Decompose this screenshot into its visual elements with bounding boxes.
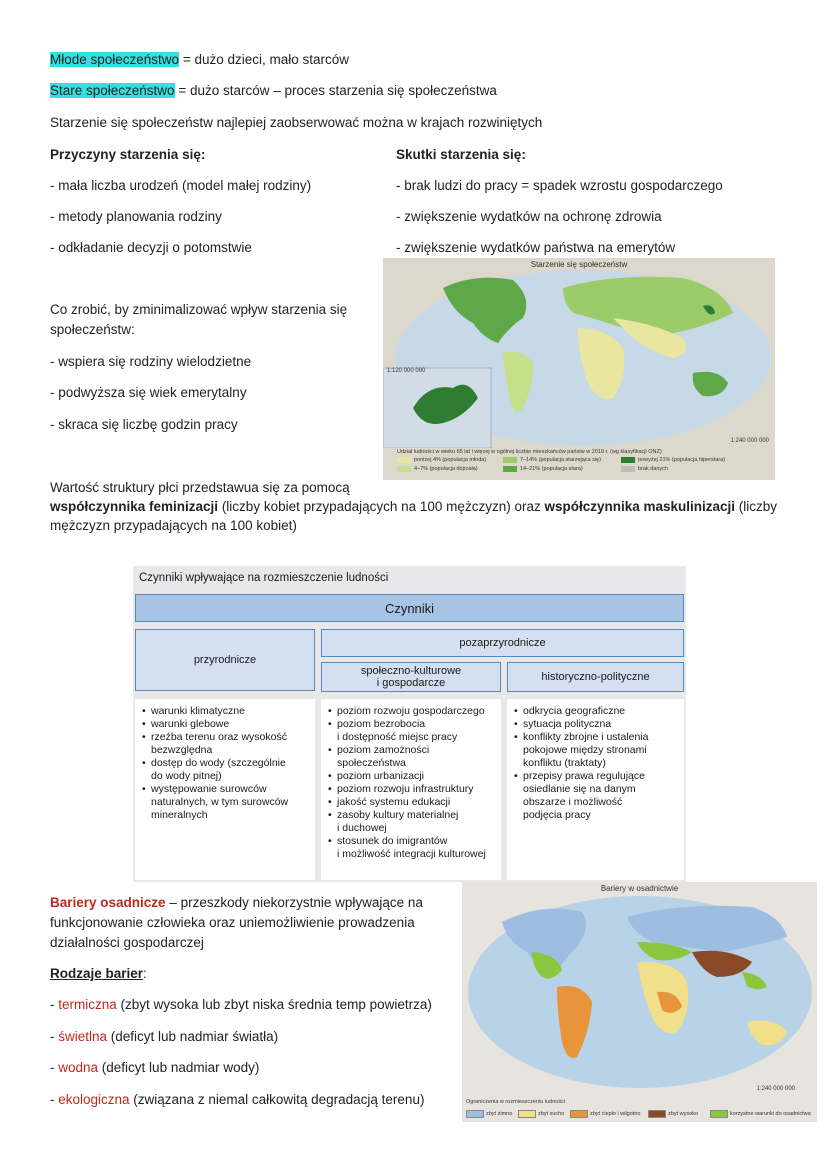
legend-swatch [710,1110,728,1118]
barrier-type: - świetlna (deficyt lub nadmiar światła) [50,1029,279,1044]
old-society-def: = dużo starców – proces starzenia się społeczeństwa [174,83,497,98]
sex-structure-cont: mężczyzn przypadających na 100 kobiet) [50,518,297,533]
list-item: • zasoby kultury materialnej i duchowej [337,809,495,835]
barrier-type: - wodna (deficyt lub nadmiar wody) [50,1060,260,1075]
factors-box: Czynniki [135,594,684,622]
effect-item: - zwiększenie wydatków państwa na emerytów [396,240,676,255]
feminization-def: (liczby kobiet przypadających na 100 mężczyzn) oraz [218,499,545,514]
young-society-line [50,52,349,67]
masculinization-term: współczynnika maskulinizacji [544,499,736,514]
world-map-graphic [383,258,775,448]
barriers-term: Bariery osadnicze [50,895,166,910]
legend-item: 4–7% (populacja dojrzała) [397,466,478,472]
map-scale: 1:240 000 000 [756,1086,795,1092]
historical-political-list [507,699,684,880]
map-legend [462,1096,817,1122]
world-map-graphic [462,882,817,1096]
legend-swatch [518,1110,536,1118]
minimize-item: - wspiera się rodziny wielodzietne [50,354,252,369]
legend-item: 14–21% (populacja stara) [503,466,583,472]
socio-economic-list [321,699,501,880]
old-society-term: Stare społeczeństwo [50,83,175,98]
barrier-type: - ekologiczna (związana z niemal całkowitą degradacją terenu) [50,1092,425,1107]
legend-item: zbyt wysoko [648,1110,698,1118]
barriers-definition-cont: działalności gospodarczej [50,935,204,950]
legend-swatch [648,1110,666,1118]
legend-swatch [503,466,517,472]
minimize-question: Co zrobić, by zminimalizować wpływ starzenia się [50,302,348,317]
list-item: • przepisy prawa regulujące osiedlanie się na danym obszarze i możliwość podjęcia pracy [523,770,678,822]
minimize-item: - skraca się liczbę godzin pracy [50,417,238,432]
barriers-definition-cont: funkcjonowanie człowieka oraz uniemożliwienie prowadzenia [50,915,415,930]
cause-item: - metody planowania rodziny [50,209,222,224]
diagram-title: Czynniki wpływające na rozmieszczenie ludności [139,572,389,584]
map-title: Bariery w osadnictwie [600,884,679,893]
cause-item: - odkładanie decyzji o potomstwie [50,240,252,255]
list-item: • konflikty zbrojne i ustalenia pokojowe między stronami konfliktu (traktaty) [523,731,678,770]
barrier-type: - termiczna (zbyt wysoka lub zbyt niska średnia temp powietrza) [50,997,432,1012]
list-item: • poziom bezrobocia i dostępność miejsc pracy [337,718,495,744]
young-society-def: = dużo dzieci, mało starców [179,52,350,67]
historical-political-box: historyczno-polityczne [507,662,684,692]
list-item: • poziom zamożności społeczeństwa [337,744,495,770]
effects-heading: Skutki starzenia się: [396,147,526,162]
list-item: • dostęp do wody (szczególnie do wody pitnej) [151,757,309,783]
observe-line: Starzenie się społeczeństw najlepiej zaobserwować można w krajach rozwiniętych [50,115,543,130]
legend-swatch [397,457,411,463]
natural-factors-box: przyrodnicze [135,629,315,691]
list-item: • poziom rozwoju gospodarczego [337,705,495,718]
list-item: • odkrycia geograficzne [523,705,678,718]
legend-swatch [570,1110,588,1118]
list-item: • poziom rozwoju infrastruktury [337,783,495,796]
minimize-item: - podwyższa się wiek emerytalny [50,385,247,400]
barriers-definition [50,895,423,910]
aging-world-map [383,258,775,480]
young-society-term: Młode społeczeństwo [50,52,180,67]
list-item: • stosunek do imigrantów i możliwość integracji kulturowej [337,835,495,861]
legend-item: 7–14% (populacja starzejąca się) [503,457,601,463]
barrier-types-heading: Rodzaje barier: [50,966,147,981]
legend-item: zbyt ciepło i wilgotno [570,1110,640,1118]
sex-structure-definitions [50,499,777,514]
list-item: • warunki glebowe [151,718,309,731]
settlement-barriers-map [462,882,817,1122]
legend-swatch [397,466,411,472]
list-item: • występowanie surowców naturalnych, w tym surowców mineralnych [151,783,309,822]
list-item: • rzeźba terenu oraz wysokość bezwzględna [151,731,309,757]
minimize-question-cont: społeczeństw: [50,322,135,337]
legend-swatch [503,457,517,463]
legend-swatch [621,457,635,463]
legend-item: zbyt sucho [518,1110,564,1118]
causes-heading: Przyczyny starzenia się: [50,147,206,162]
sex-structure-intro: Wartość struktury płci przedstawua się za pomocą [50,480,350,495]
legend-item: poniżej 4% (populacja młoda) [397,457,486,463]
legend-header: Ograniczenia w rozmieszczeniu ludności [466,1099,566,1105]
legend-item: korzystne warunki do osadnictwa [710,1110,811,1118]
map-scale: 1:240 000 000 [730,438,769,444]
map-legend [383,448,775,480]
socio-economic-box: społeczno-kulturowe i gospodarcze [321,662,501,692]
legend-swatch [621,466,635,472]
masculinization-def: (liczby [735,499,778,514]
list-item: • sytuacja polityczna [523,718,678,731]
effect-item: - brak ludzi do pracy = spadek wzrostu gospodarczego [396,178,723,193]
legend-swatch [466,1110,484,1118]
legend-header: Udział ludności w wieku 65 lat i więcej w ogólnej liczbie mieszkańców państw w 2019 r. (wg klasyfikacji ONZ) [397,449,662,455]
legend-item: brak danych [621,466,668,472]
legend-item: powyżej 21% (populacja hiperstara) [621,457,725,463]
effect-item: - zwiększenie wydatków na ochronę zdrowia [396,209,662,224]
list-item: • warunki klimatyczne [151,705,309,718]
list-item: • jakość systemu edukacji [337,796,495,809]
barriers-def: – przeszkody niekorzystnie wpływające na [165,895,423,910]
old-society-line [50,83,497,98]
list-item: • poziom urbanizacji [337,770,495,783]
natural-factors-list [135,699,315,880]
non-natural-factors-box: pozaprzyrodnicze [321,629,684,657]
inset-scale: 1:120 000 000 [387,368,426,374]
feminization-term: współczynnika feminizacji [50,499,219,514]
cause-item: - mała liczba urodzeń (model małej rodziny) [50,178,312,193]
legend-item: zbyt zimno [466,1110,512,1118]
population-factors-diagram [133,566,686,882]
map-title: Starzenie się społeczeństw [530,260,628,269]
